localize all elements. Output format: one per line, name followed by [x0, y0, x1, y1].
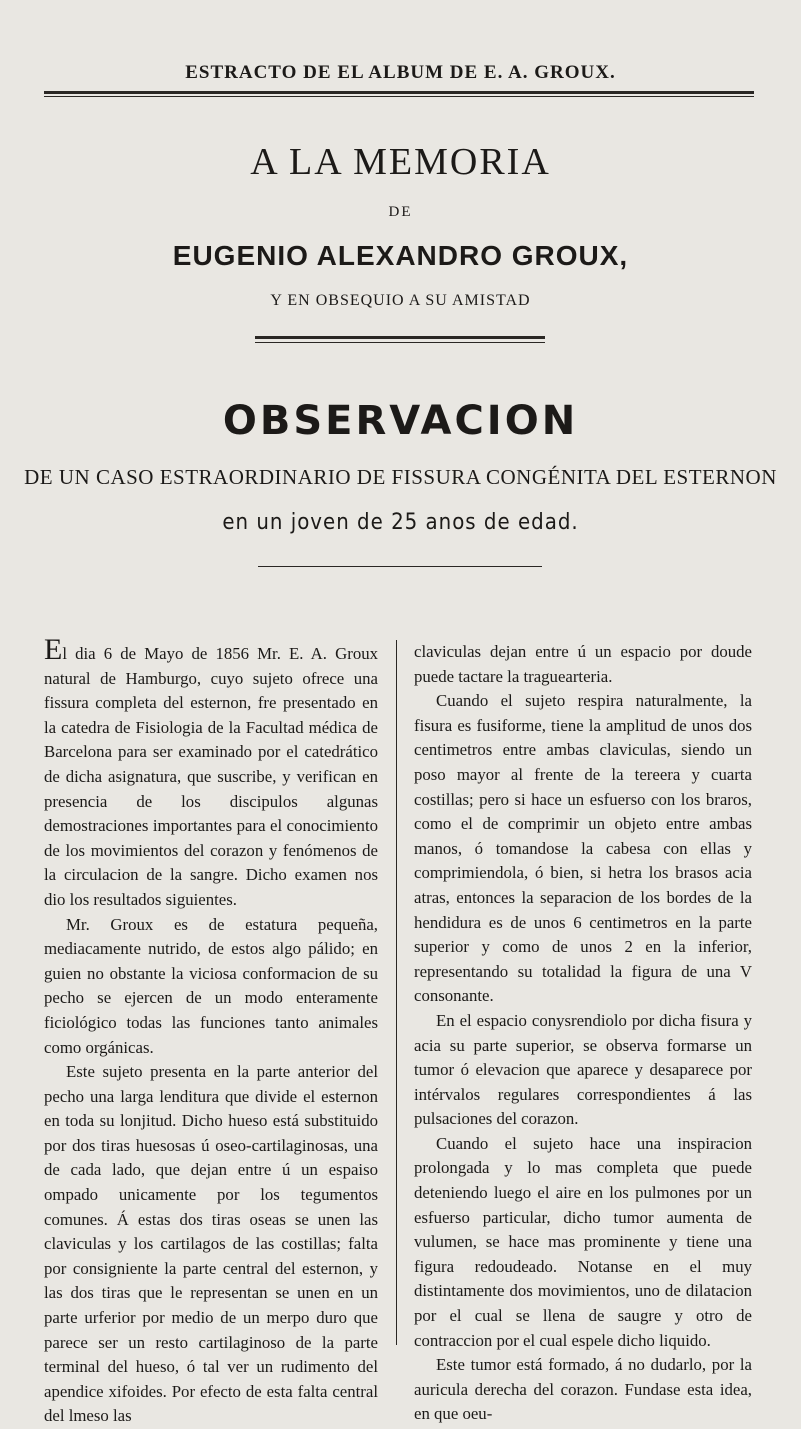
paragraph: Este sujeto presenta en la parte anterior del pecho una larga lenditura que divide el esternon en toda su lonjitud. Dicho hueso está substituido por dos tiras huesosas ú oseo-cartilaginosas, una de cada lado, que dejan entre ú un espaiso ompado unicamente por los tegumentos comunes. Á estas dos tiras oseas se unen las claviculas y los cartilagos de las costillas; falta por consigniente la parte central del esternon, y las dos tiras que le representan se unen en un parte urferior por medio de un merpo duro que parece ser un resto cartilaginoso de la parte terminal del hueso, ó tal ver un rudimento del apendice xifoides. Por efecto de esta falta central del lmeso las	[44, 1062, 378, 1426]
paragraph: Este tumor está formado, á no dudarlo, por la auricula derecha del corazon. Fundase esta idea, en que oeu-	[414, 1355, 752, 1424]
dedication-de: DE	[388, 204, 413, 220]
paragraph	[44, 633, 378, 913]
drop-cap: E	[44, 633, 63, 666]
paragraph: Cuando el sujeto hace una inspiracion prolongada y lo mas completa que puede deteniendo luego el aire en los pulmones por un esfuerso particular, dicho tumor aumenta de vulumen, se hace mas prominente y tiene una figura redoudeado. Notanse en el muy distintamente dos movimientos, uno de dilatacion por el cual se llena de saugre y otro de contraccion por el cual espele dicho liquido.	[414, 1133, 752, 1350]
header-rule-thin	[44, 96, 754, 97]
dedication-rule-bottom	[255, 342, 545, 343]
paragraph-text: l dia 6 de Mayo de 1856 Mr. E. A. Groux natural de Hamburgo, cuyo sujeto ofrece una fissura completa del esternon, fre presentado en la catedra de Fisiologia de la Facultad médica de Barcelona para ser examinado por el catedrático de dicha asignatura, que suscribe, y verifican en presencia de los discipulos algunas demostraciones importantes para el conocimiento de los movimientos del corazon y fenómenos de la circulacion de la sangre. Dicho examen nos dio los resultados siguientes.	[44, 644, 378, 909]
text-column-left	[44, 633, 378, 1429]
dedication-name: EUGENIO ALEXANDRO GROUX,	[172, 240, 629, 271]
paragraph: En el espacio conysrendiolo por dicha fisura y acia su parte superior, se observa formarse un tumor ó elevacion que aparece y desaparece por intérvalos regulares correspondientes á las pulsaciones del corazon.	[414, 1010, 752, 1129]
paragraph: Mr. Groux es de estatura pequeña, mediacamente nutrido, de estos algo pálido; en guien no obstante la viciosa conformacion de su pecho se ejercen de un modo enteramente ficiológico todas las funciones tanto animales como orgánicas.	[44, 914, 378, 1057]
title-rule	[258, 566, 542, 567]
article-subtitle: DE UN CASO ESTRAORDINARIO DE FISSURA CONGÉNITA DEL ESTERNON	[24, 465, 777, 489]
dedication-obsequio: Y EN OBSEQUIO A SU AMISTAD	[270, 292, 531, 309]
header-rule-thick	[44, 91, 754, 94]
paragraph: Cuando el sujeto respira naturalmente, la fisura es fusiforme, tiene la amplitud de unos dos centimetros entre ambas claviculas, siendo un poso mayor al frente de la tereera y cuarta costillas; pero si hace un esfuerso con los braros, como el de comprimir un objeto entre ambas manos, ó tomandose la cabesa con ellas y comprimiendola, ó bien, si hetra los brasos acia atras, entonces la separacion de los bordes de la hendidura es de unos 6 centimetros en la parte superior y como de unos 2 en la inferior, representando su totalidad la figura de una V consonante.	[414, 691, 752, 1006]
paragraph: claviculas dejan entre ú un espacio por doude puede tactare la traguearteria.	[414, 642, 752, 686]
article-subtitle-age: en un joven de 25 anos de edad.	[222, 510, 579, 535]
running-title: ESTRACTO DE EL ALBUM DE E. A. GROUX.	[185, 62, 616, 83]
column-divider	[396, 640, 397, 1345]
text-column-right	[414, 640, 752, 1427]
dedication-title: A LA MEMORIA	[250, 141, 551, 183]
dedication-rule-top	[255, 336, 545, 339]
article-title: OBSERVACION	[222, 398, 579, 444]
